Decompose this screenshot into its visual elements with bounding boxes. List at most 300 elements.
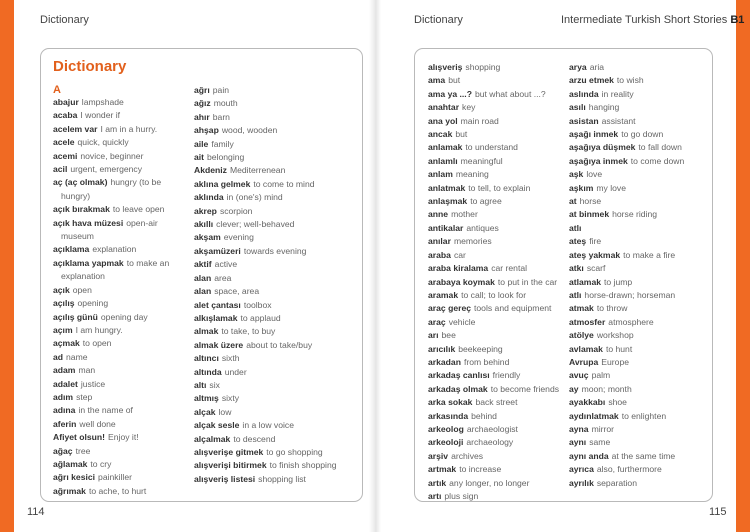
entry-headword: alışverişe gitmek [194, 446, 264, 457]
dictionary-entry [428, 222, 563, 235]
dictionary-entry [194, 191, 344, 204]
dictionary-entry [194, 312, 344, 325]
entry-definition: main road [460, 115, 499, 126]
entry-headword: altında [194, 366, 222, 377]
entry-headword: araba [428, 249, 451, 260]
entry-definition: in reality [601, 88, 634, 99]
entry-headword: arıcılık [428, 343, 456, 354]
entry-headword: arya [569, 62, 587, 72]
entry-definition: horse-drawn; horseman [584, 289, 676, 300]
entry-headword: aslında [569, 88, 599, 99]
entry-definition: to jump [604, 276, 633, 287]
dictionary-entry [194, 151, 344, 164]
entry-headword: ağrı [194, 85, 210, 95]
entry-definition: archaeologist [466, 423, 518, 434]
entry-headword: alan [194, 286, 212, 297]
dictionary-entry [53, 418, 181, 431]
entry-headword: aşağıya inmek [569, 155, 628, 166]
dictionary-entry [569, 208, 701, 221]
dictionary-entry [194, 459, 344, 472]
dictionary-entry [428, 410, 563, 423]
dictionary-entry [53, 445, 181, 458]
dictionary-entry [428, 155, 563, 168]
entry-headword: ayna [569, 423, 589, 434]
entry-headword: anahtar [428, 102, 460, 113]
entry-headword: ağrımak [53, 485, 86, 496]
entry-headword: altmış [194, 393, 219, 404]
entry-headword: adına [53, 405, 76, 416]
dictionary-entry [194, 111, 344, 124]
entry-headword: arzu etmek [569, 75, 614, 86]
entry-headword: Akdeniz [194, 165, 227, 176]
dictionary-entry [194, 164, 344, 177]
entry-definition: car [453, 249, 466, 260]
entry-headword: anlamak [428, 142, 463, 153]
entry-headword: alet çantası [194, 299, 241, 310]
entry-headword: at [569, 196, 577, 207]
entry-definition: to come to mind [253, 178, 315, 189]
entry-definition: plus sign [444, 491, 479, 501]
entry-definition: to descend [233, 433, 276, 444]
entry-headword: araba kiralama [428, 263, 489, 274]
entry-headword: asılı [569, 102, 586, 113]
entry-headword: ama ya ...? [428, 88, 472, 99]
entry-headword: Afiyet olsun! [53, 432, 106, 443]
entry-headword: abajur [53, 97, 79, 107]
entry-headword: araç gereç [428, 303, 472, 314]
entry-definition: step [76, 391, 93, 402]
entry-definition: assistant [601, 115, 636, 126]
entry-headword: araç [428, 316, 446, 327]
entry-definition: to call; to look for [461, 289, 527, 300]
entry-definition: scorpion [219, 205, 253, 216]
entry-headword: ait [194, 152, 205, 163]
entry-headword: adım [53, 391, 74, 402]
entry-definition: open-air museum [61, 217, 158, 242]
entry-headword: alçak sesle [194, 420, 240, 431]
entry-definition: palm [591, 370, 611, 381]
entry-headword: almak üzere [194, 339, 244, 350]
dictionary-entry [53, 311, 181, 324]
entry-definition: to increase [459, 464, 502, 475]
entry-headword: akrep [194, 205, 217, 216]
entry-definition: barn [212, 111, 230, 122]
entry-headword: acaba [53, 110, 78, 121]
dictionary-entry [569, 195, 701, 208]
dictionary-entry [194, 272, 344, 285]
dictionary-entry [428, 61, 563, 74]
entry-definition: to cry [90, 458, 112, 469]
dictionary-entry [569, 450, 701, 463]
entry-definition: to become friends [490, 383, 560, 394]
dictionary-entry [194, 124, 344, 137]
entry-headword: aşağı inmek [569, 129, 619, 140]
dictionary-entry [194, 299, 344, 312]
entry-headword: arkeoloji [428, 437, 464, 448]
dictionary-entry [428, 396, 563, 409]
entry-headword: ağız [194, 98, 211, 109]
entry-headword: arkasında [428, 410, 469, 421]
entry-definition: I wonder if [80, 110, 121, 121]
entry-definition: but what about ...? [474, 88, 546, 99]
entry-headword: avlamak [569, 343, 603, 354]
dictionary-entry [569, 383, 701, 396]
entry-definition: to hunt [605, 343, 633, 354]
entry-headword: açıklama [53, 244, 90, 255]
entry-headword: adam [53, 365, 76, 376]
entry-headword: anlam [428, 169, 453, 180]
dictionary-entry [53, 458, 181, 471]
entry-headword: akşam [194, 232, 221, 243]
dictionary-entry [53, 485, 181, 498]
entry-definition: car rental [491, 263, 528, 274]
page-number-left: 114 [27, 506, 45, 518]
entry-definition: to take, to buy [221, 326, 276, 337]
dictionary-entry [53, 337, 181, 350]
dictionary-entry [194, 352, 344, 365]
dictionary-entry [428, 383, 563, 396]
entry-headword: alan [194, 272, 212, 283]
entry-definition: in (one's) mind [226, 192, 283, 203]
dictionary-entry [53, 431, 181, 444]
entry-definition: sixth [221, 353, 240, 364]
entry-headword: at binmek [569, 209, 610, 220]
entry-definition: beekeeping [458, 343, 503, 354]
entry-definition: I am hungry. [75, 324, 123, 335]
entry-headword: aklına gelmek [194, 178, 251, 189]
entry-headword: ağlamak [53, 458, 88, 469]
dictionary-column-3 [428, 61, 563, 503]
dictionary-entry [194, 366, 344, 379]
dictionary-entry [569, 436, 701, 449]
entry-headword: aynı anda [569, 450, 609, 461]
dictionary-entry [53, 284, 181, 297]
dictionary-entry [569, 423, 701, 436]
entry-headword: aç (aç olmak) [53, 177, 108, 188]
entry-headword: ancak [428, 129, 453, 140]
entry-headword: artı [428, 491, 442, 501]
dictionary-entry [53, 96, 181, 109]
entry-headword: aynı [569, 437, 587, 448]
dictionary-entry [428, 477, 563, 490]
entry-headword: ayakkabı [569, 397, 606, 408]
entry-definition: hungry (to be hungry) [61, 177, 162, 201]
entry-headword: adalet [53, 378, 78, 389]
entry-definition: open [72, 284, 92, 295]
left-edge-tab [0, 0, 14, 532]
entry-headword: açılış günü [53, 311, 98, 322]
entry-definition: area [214, 272, 232, 283]
dictionary-entry [194, 339, 344, 352]
entry-headword: aydınlatmak [569, 410, 619, 421]
dictionary-entry [53, 404, 181, 417]
dictionary-entry [569, 477, 701, 490]
entry-definition: antiques [466, 222, 499, 233]
entry-definition: clever; well-behaved [216, 219, 295, 230]
dictionary-entry [194, 245, 344, 258]
dictionary-entry [53, 203, 181, 216]
dictionary-entry [569, 128, 701, 141]
entry-headword: açık hava müzesi [53, 217, 124, 228]
entry-headword: ateş [569, 236, 587, 247]
entry-headword: atlı [569, 289, 582, 300]
entry-definition: horse [579, 196, 602, 207]
entry-definition: to understand [465, 142, 518, 153]
entry-headword: aklında [194, 192, 224, 203]
entry-definition: same [589, 437, 611, 448]
entry-headword: ay [569, 383, 579, 394]
entry-headword: aşağıya düşmek [569, 142, 636, 153]
entry-definition: also, furthermore [596, 464, 662, 475]
running-header-book [561, 14, 744, 26]
entry-definition: from behind [463, 356, 510, 367]
entry-headword: anılar [428, 236, 451, 247]
entry-definition: explanation [92, 244, 137, 255]
entry-headword: aşkım [569, 182, 594, 193]
dictionary-entry [569, 262, 701, 275]
entry-definition: at the same time [611, 450, 676, 461]
entry-definition: tree [75, 445, 91, 456]
entry-headword: açık [53, 284, 70, 295]
dictionary-entry [428, 369, 563, 382]
entry-definition: to leave open [112, 204, 165, 215]
entry-definition: horse riding [612, 209, 658, 220]
entry-definition: about to take/buy [246, 339, 313, 350]
running-header-right: Dictionary [414, 14, 463, 26]
entry-headword: aferin [53, 418, 77, 429]
entry-headword: antikalar [428, 222, 464, 233]
entry-headword: avuç [569, 370, 589, 381]
entry-headword: aktif [194, 259, 212, 270]
entry-headword: acelem var [53, 123, 98, 134]
dictionary-entry [194, 419, 344, 432]
dictionary-entry [194, 218, 344, 231]
entry-definition: under [224, 366, 247, 377]
entry-headword: altıncı [194, 353, 219, 364]
dictionary-entry [569, 356, 701, 369]
entry-definition: separation [596, 477, 637, 488]
entry-definition: to put in the car [497, 276, 558, 287]
dictionary-entry [569, 155, 701, 168]
dictionary-entry [53, 123, 181, 136]
dictionary-entry [428, 182, 563, 195]
dictionary-entry [428, 356, 563, 369]
entry-definition: hanging [588, 102, 620, 113]
dictionary-entry [428, 168, 563, 181]
dictionary-entry [194, 178, 344, 191]
dictionary-entry [569, 302, 701, 315]
entry-definition: shopping [465, 62, 501, 72]
entry-headword: alkışlamak [194, 312, 238, 323]
dictionary-entry [428, 101, 563, 114]
dictionary-entry [569, 115, 701, 128]
entry-headword: anlaşmak [428, 196, 468, 207]
entry-headword: atlamak [569, 276, 602, 287]
entry-definition: memories [453, 236, 492, 247]
dictionary-entry [53, 257, 181, 284]
entry-headword: aramak [428, 289, 459, 300]
right-edge-tab [736, 0, 750, 532]
entry-definition: tools and equipment [474, 303, 552, 314]
entry-definition: to wish [616, 75, 644, 86]
dictionary-entry [53, 351, 181, 364]
entry-headword: asistan [569, 115, 599, 126]
entry-definition: to make an explanation [61, 257, 170, 282]
dictionary-entry [569, 249, 701, 262]
entry-headword: alışveriş [428, 62, 463, 72]
entry-definition: atmosphere [608, 316, 654, 327]
dictionary-column-4 [569, 61, 701, 490]
entry-definition: love [586, 169, 603, 180]
section-letter: A [53, 84, 61, 96]
entry-definition: mirror [591, 423, 615, 434]
entry-definition: fire [589, 236, 602, 247]
entry-definition: archives [451, 450, 484, 461]
entry-definition: to agree [470, 196, 502, 207]
entry-headword: arabaya koymak [428, 276, 495, 287]
entry-definition: to fall down [638, 142, 682, 153]
entry-definition: Enjoy it! [108, 432, 139, 443]
dictionary-entry [428, 128, 563, 141]
entry-definition: lampshade [81, 97, 124, 107]
entry-definition: my love [596, 182, 626, 193]
dictionary-entry [569, 141, 701, 154]
entry-headword: arka sokak [428, 397, 473, 408]
dictionary-entry [428, 195, 563, 208]
dictionary-entry [428, 423, 563, 436]
entry-definition: name [66, 351, 88, 362]
dictionary-entry [194, 285, 344, 298]
dictionary-entry [428, 115, 563, 128]
entry-definition: key [462, 102, 476, 113]
entry-definition: workshop [596, 330, 634, 341]
entry-definition: shoe [608, 397, 627, 408]
dictionary-entry [428, 463, 563, 476]
entry-definition: to ache, to hurt [88, 485, 147, 496]
dictionary-entry [194, 473, 344, 486]
entry-definition: scarf [586, 263, 606, 274]
dictionary-entry [428, 235, 563, 248]
entry-definition: aria [589, 62, 605, 72]
entry-headword: ayrıca [569, 464, 594, 475]
entry-definition: meaning [455, 169, 489, 180]
entry-definition: to throw [596, 303, 628, 314]
dictionary-entry [569, 101, 701, 114]
dictionary-entry [53, 176, 181, 203]
dictionary-entry [428, 302, 563, 315]
entry-headword: ayrılık [569, 477, 594, 488]
dictionary-entry [194, 205, 344, 218]
entry-definition: man [78, 365, 96, 376]
dictionary-entry [194, 231, 344, 244]
dictionary-column-1 [53, 96, 181, 498]
entry-headword: almak [194, 326, 219, 337]
dictionary-entry [569, 396, 701, 409]
entry-definition: towards evening [243, 245, 307, 256]
entry-definition: in a low voice [242, 420, 294, 431]
dictionary-entry [53, 297, 181, 310]
entry-headword: atkı [569, 263, 584, 274]
entry-headword: ateş yakmak [569, 249, 621, 260]
entry-definition: space, area [214, 286, 260, 297]
entry-definition: novice, beginner [80, 150, 144, 161]
entry-headword: ana yol [428, 115, 458, 126]
entry-definition: to come down [630, 155, 685, 166]
dictionary-entry [428, 249, 563, 262]
entry-headword: anlamlı [428, 155, 458, 166]
entry-headword: akşamüzeri [194, 245, 241, 256]
entry-headword: açım [53, 324, 73, 335]
dictionary-entry [569, 343, 701, 356]
entry-definition: but [448, 75, 461, 86]
dictionary-entry [569, 168, 701, 181]
entry-headword: arkadan [428, 356, 461, 367]
entry-definition: friendly [492, 370, 521, 381]
dictionary-entry [428, 141, 563, 154]
dictionary-entry [53, 109, 181, 122]
entry-headword: alçalmak [194, 433, 231, 444]
dictionary-entry [428, 88, 563, 101]
entry-headword: atmak [569, 303, 594, 314]
entry-headword: alçak [194, 406, 216, 417]
dictionary-entry [194, 84, 344, 97]
dictionary-entry [194, 97, 344, 110]
dictionary-entry [53, 378, 181, 391]
entry-definition: to go shopping [266, 446, 323, 457]
entry-headword: ad [53, 351, 64, 362]
entry-definition: quick, quickly [77, 137, 129, 148]
entry-definition: opening [77, 298, 109, 309]
entry-definition: Europe [601, 356, 630, 367]
dictionary-entry [569, 222, 701, 235]
dictionary-entry [569, 61, 701, 74]
entry-headword: alışveriş listesi [194, 473, 256, 484]
entry-headword: atölye [569, 330, 594, 341]
entry-headword: arkadaş canlısı [428, 370, 490, 381]
entry-definition: painkiller [98, 472, 132, 483]
entry-definition: in the name of [78, 405, 133, 416]
entry-definition: active [214, 259, 238, 270]
entry-definition: to make a fire [623, 249, 676, 260]
entry-definition: vehicle [448, 316, 476, 327]
entry-headword: artmak [428, 464, 457, 475]
entry-definition: I am in a hurry. [100, 123, 158, 134]
entry-definition: urgent, emergency [70, 164, 142, 175]
entry-headword: akıllı [194, 219, 214, 230]
entry-definition: well done [79, 418, 116, 429]
entry-headword: açılış [53, 298, 75, 309]
dictionary-entry [428, 329, 563, 342]
section-title: Dictionary [53, 58, 127, 75]
dictionary-entry [53, 217, 181, 244]
dictionary-entry [569, 235, 701, 248]
entry-definition: justice [80, 378, 106, 389]
entry-headword: aile [194, 138, 209, 149]
entry-definition: shopping list [258, 473, 306, 484]
entry-headword: atmosfer [569, 316, 606, 327]
entry-definition: mother [451, 209, 478, 220]
level-badge: B1 [730, 14, 745, 26]
dictionary-entry [428, 74, 563, 87]
entry-headword: acil [53, 164, 68, 175]
dictionary-entry [428, 262, 563, 275]
entry-definition: to applaud [240, 312, 281, 323]
entry-definition: belonging [207, 152, 245, 163]
entry-definition: to enlighten [621, 410, 667, 421]
entry-definition: sixty [221, 393, 240, 404]
dictionary-entry [428, 343, 563, 356]
dictionary-entry [53, 471, 181, 484]
